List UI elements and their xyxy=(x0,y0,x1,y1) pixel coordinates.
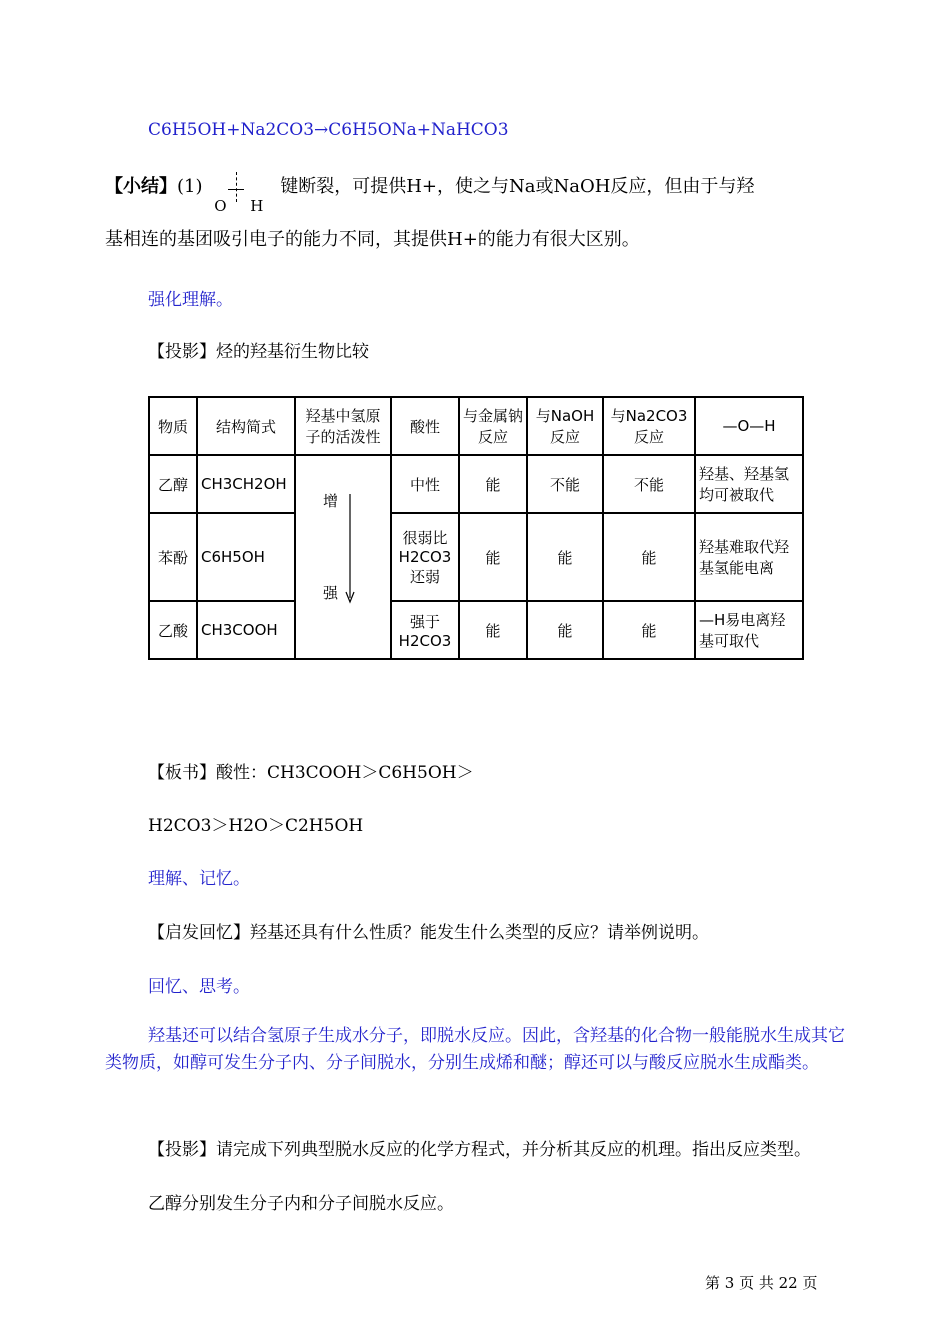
cell-naoh: 不能 xyxy=(527,455,603,513)
equation-phenol-sodium-carbonate: C6H5OH+Na2CO3→C6H5ONa+NaHCO3 xyxy=(148,120,509,140)
header-structure: 结构简式 xyxy=(197,397,295,455)
cell-acidity: 中性 xyxy=(391,455,459,513)
header-acidity: 酸性 xyxy=(391,397,459,455)
page-number-footer: 第 3 页 共 22 页 xyxy=(705,1274,818,1292)
recall-think: 回忆、思考。 xyxy=(148,977,250,997)
hydrogen-symbol: H xyxy=(250,197,264,215)
inspire-recall: 【启发回忆】羟基还具有什么性质？能发生什么类型的反应？请举例说明。 xyxy=(148,923,709,943)
header-na: 与金属钠反应 xyxy=(459,397,527,455)
header-h-activity: 羟基中氢原子的活泼性 xyxy=(295,397,391,455)
cell-oh: 羟基、羟基氢均可被取代 xyxy=(695,455,803,513)
cell-acidity: 强于H2CO3 xyxy=(391,601,459,659)
cell-na2co3: 能 xyxy=(603,601,695,659)
summary-number: (1) xyxy=(177,176,203,197)
table-row xyxy=(149,601,803,659)
header-substance: 物质 xyxy=(149,397,197,455)
cell-acidity: 很弱比H2CO3还弱 xyxy=(391,513,459,601)
cell-oh: —H易电离羟基可取代 xyxy=(695,601,803,659)
summary-text-line1: 键断裂，可提供H+，使之与Na或NaOH反应，但由于与羟 xyxy=(280,176,755,197)
header-na2co3: 与Na2CO3反应 xyxy=(603,397,695,455)
table-row xyxy=(149,455,803,513)
table-row xyxy=(149,513,803,601)
trend-strong-label: 强 xyxy=(323,584,339,602)
cell-na: 能 xyxy=(459,513,527,601)
strengthen-understanding: 强化理解。 xyxy=(148,290,233,310)
cell-na: 能 xyxy=(459,455,527,513)
cell-na: 能 xyxy=(459,601,527,659)
oxygen-symbol: O xyxy=(214,197,227,215)
understand-remember: 理解、记忆。 xyxy=(148,869,250,889)
o-h-bond-diagram xyxy=(208,172,280,215)
summary-paragraph xyxy=(105,160,865,266)
cell-name: 乙酸 xyxy=(149,601,197,659)
ethanol-dehydration: 乙醇分别发生分子内和分子间脱水反应。 xyxy=(148,1194,454,1214)
summary-text-line2: 基相连的基团吸引电子的能力不同，其提供H+的能力有很大区别。 xyxy=(105,229,640,250)
board-acidity: 【板书】酸性：CH3COOH＞C6H5OH＞ xyxy=(148,763,474,783)
board-acidity-continued: H2CO3＞H2O＞C2H5OH xyxy=(148,816,364,836)
cell-na2co3: 能 xyxy=(603,513,695,601)
cell-naoh: 能 xyxy=(527,601,603,659)
cell-name: 乙醇 xyxy=(149,455,197,513)
projection-title: 【投影】烃的羟基衍生物比较 xyxy=(148,342,369,362)
table-header-row xyxy=(149,397,803,455)
down-arrow-icon xyxy=(345,494,355,604)
trend-increase-label: 增 xyxy=(323,492,339,510)
cell-name: 苯酚 xyxy=(149,513,197,601)
projection-dehydration: 【投影】请完成下列典型脱水反应的化学方程式，并分析其反应的机理。指出反应类型。 xyxy=(148,1140,811,1160)
hydroxyl-derivatives-table xyxy=(148,396,804,660)
cell-naoh: 能 xyxy=(527,513,603,601)
cell-na2co3: 不能 xyxy=(603,455,695,513)
header-o-h: —O—H xyxy=(695,397,803,455)
trend-cell xyxy=(295,455,391,659)
cell-formula: CH3COOH xyxy=(197,601,295,659)
summary-label: 【小结】 xyxy=(105,176,177,197)
cell-oh: 羟基难取代羟基氢能电离 xyxy=(695,513,803,601)
header-naoh: 与NaOH反应 xyxy=(527,397,603,455)
cell-formula: CH3CH2OH xyxy=(197,455,295,513)
cell-formula: C6H5OH xyxy=(197,513,295,601)
dehydration-paragraph: 羟基还可以结合氢原子生成水分子，即脱水反应。因此，含羟基的化合物一般能脱水生成其它类物质，如醇可发生分子内、分子间脱水，分别生成烯和醚；醇还可以与酸反应脱水生成酯类。 xyxy=(105,1026,845,1073)
